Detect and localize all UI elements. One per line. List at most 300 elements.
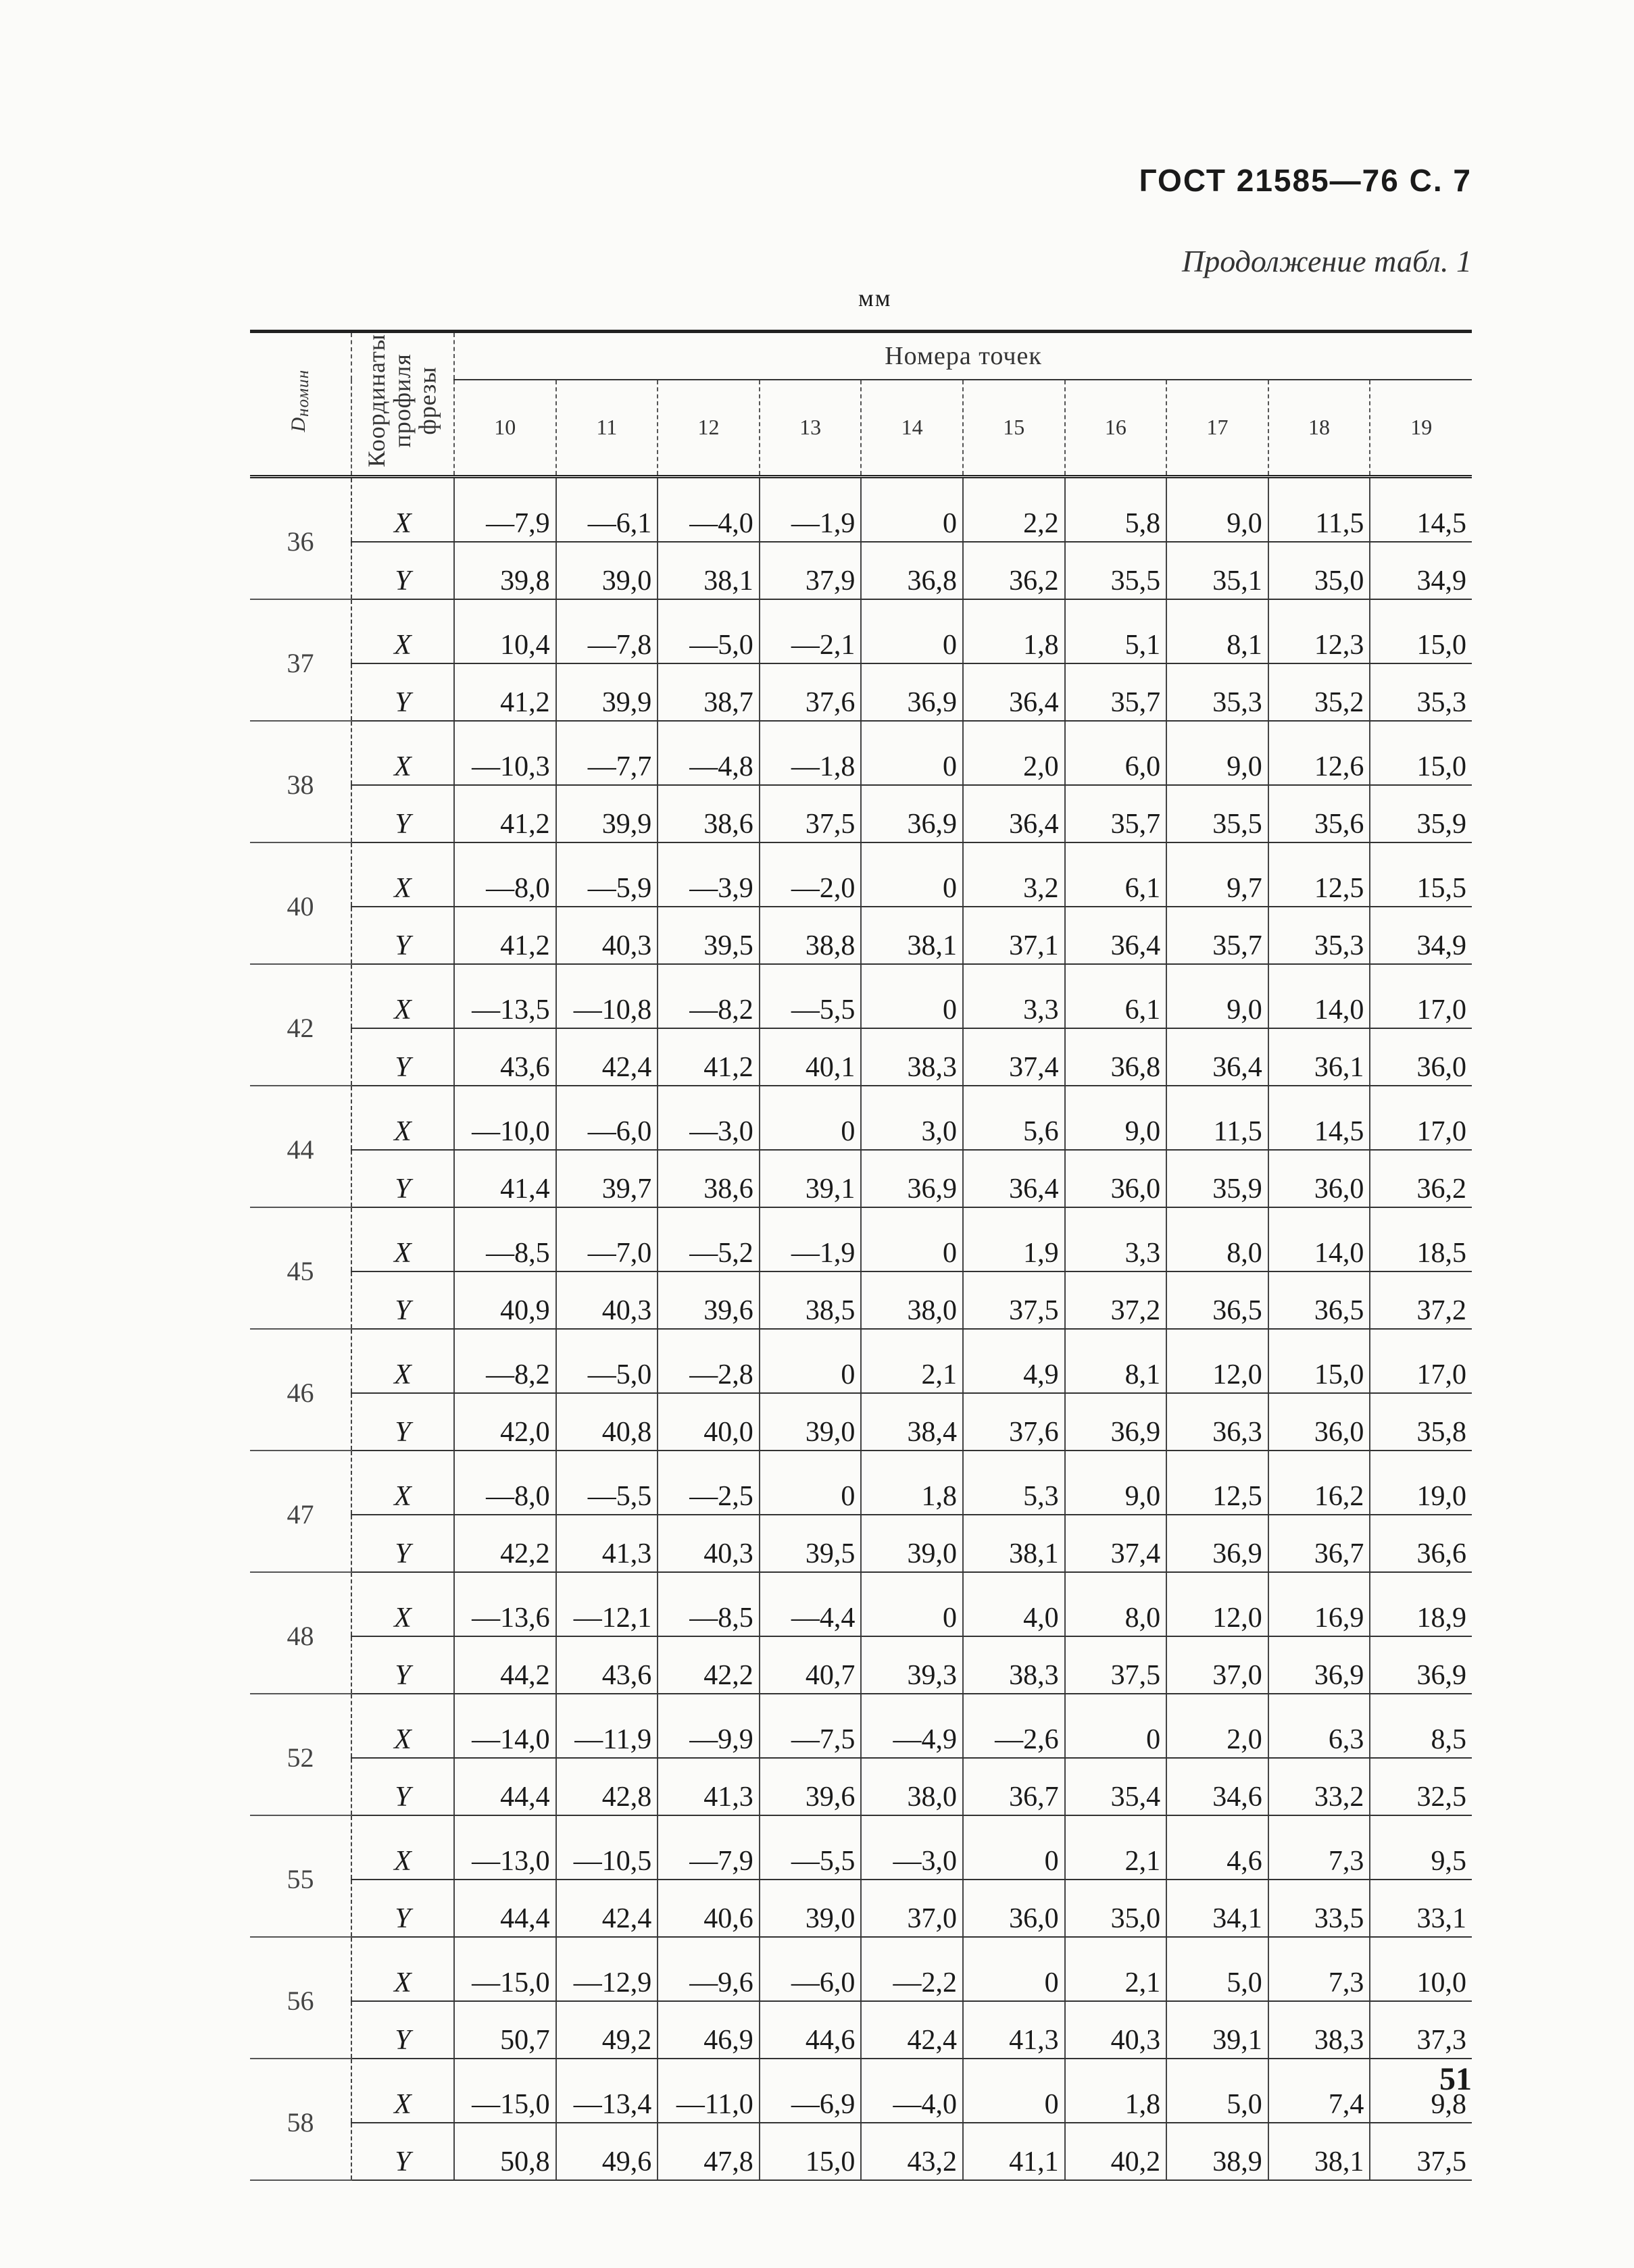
- coordinate-value-cell: 37,0: [1166, 1636, 1268, 1694]
- table-body: [250, 476, 1472, 2180]
- coordinate-value-cell: 14,0: [1268, 964, 1370, 1028]
- diameter-column-header: [250, 332, 351, 477]
- table-row: [250, 721, 1472, 785]
- coordinate-value-cell: 37,2: [1370, 1271, 1472, 1329]
- coordinate-value-cell: —4,0: [861, 2059, 963, 2123]
- coordinate-value-cell: —7,9: [658, 1815, 760, 1880]
- coordinate-value-cell: 9,8: [1370, 2059, 1472, 2123]
- coordinate-value-cell: 36,0: [1065, 1150, 1167, 1207]
- coordinate-value-cell: 34,1: [1166, 1880, 1268, 1937]
- coordinate-value-cell: 37,2: [1065, 1271, 1167, 1329]
- coordinate-value-cell: 9,7: [1166, 842, 1268, 907]
- point-number-header: 11: [556, 380, 658, 476]
- coordinate-value-cell: 15,0: [1268, 1329, 1370, 1393]
- coordinate-value-cell: —8,0: [454, 842, 556, 907]
- coordinate-value-cell: 37,3: [1370, 2001, 1472, 2059]
- coordinate-value-cell: —14,0: [454, 1694, 556, 1758]
- coordinate-value-cell: —8,2: [658, 964, 760, 1028]
- coordinate-value-cell: —7,8: [556, 599, 658, 663]
- coordinate-value-cell: 12,0: [1166, 1572, 1268, 1636]
- coordinate-value-cell: 41,3: [963, 2001, 1065, 2059]
- coordinate-value-cell: 42,4: [556, 1880, 658, 1937]
- table-continuation-caption: Продолжение табл. 1: [1182, 244, 1472, 278]
- coordinate-value-cell: 6,0: [1065, 721, 1167, 785]
- table-row: [250, 1207, 1472, 1271]
- coordinate-value-cell: 0: [963, 1815, 1065, 1880]
- coordinate-value-cell: 10,4: [454, 599, 556, 663]
- table-row: [250, 1086, 1472, 1150]
- coordinate-value-cell: 0: [760, 1329, 862, 1393]
- coordinate-value-cell: —5,2: [658, 1207, 760, 1271]
- coordinate-value-cell: 49,6: [556, 2123, 658, 2180]
- coordinate-value-cell: 40,3: [556, 907, 658, 964]
- coordinate-value-cell: —6,9: [760, 2059, 862, 2123]
- coordinate-value-cell: 17,0: [1370, 1086, 1472, 1150]
- coordinate-column-header: [351, 332, 454, 477]
- coordinate-value-cell: 5,3: [963, 1451, 1065, 1515]
- table-row: [250, 1572, 1472, 1636]
- coordinate-value-cell: 1,8: [861, 1451, 963, 1515]
- coordinate-value-cell: —15,0: [454, 1937, 556, 2001]
- coordinate-value-cell: 0: [963, 1937, 1065, 2001]
- coordinate-value-cell: 44,4: [454, 1880, 556, 1937]
- coordinate-value-cell: 40,3: [658, 1515, 760, 1572]
- coordinate-value-cell: 36,4: [963, 663, 1065, 721]
- coordinate-value-cell: 39,6: [760, 1758, 862, 1815]
- coordinate-value-cell: 38,0: [861, 1271, 963, 1329]
- coordinate-value-cell: 38,4: [861, 1393, 963, 1451]
- coordinate-value-cell: 40,8: [556, 1393, 658, 1451]
- coordinate-value-cell: 36,9: [1065, 1393, 1167, 1451]
- coordinate-value-cell: —2,6: [963, 1694, 1065, 1758]
- coordinate-value-cell: 0: [861, 1207, 963, 1271]
- coordinate-value-cell: 35,3: [1370, 663, 1472, 721]
- coordinate-value-cell: 37,6: [760, 663, 862, 721]
- units-label: мм: [858, 284, 892, 311]
- coordinate-x-label: X: [351, 599, 454, 663]
- coordinate-value-cell: 11,5: [1166, 1086, 1268, 1150]
- coordinate-value-cell: 38,1: [963, 1515, 1065, 1572]
- coordinate-value-cell: —1,9: [760, 1207, 862, 1271]
- coordinate-value-cell: 0: [861, 599, 963, 663]
- table-row: [250, 1150, 1472, 1207]
- coordinate-value-cell: 12,6: [1268, 721, 1370, 785]
- coordinate-column-label: Координаты профиля фрезы: [363, 334, 441, 468]
- coordinate-value-cell: —6,1: [556, 476, 658, 542]
- coordinate-x-label: X: [351, 1572, 454, 1636]
- coordinate-value-cell: 40,9: [454, 1271, 556, 1329]
- coordinate-value-cell: 44,4: [454, 1758, 556, 1815]
- coordinate-value-cell: 6,1: [1065, 842, 1167, 907]
- coordinate-value-cell: 8,0: [1166, 1207, 1268, 1271]
- table-row: [250, 1515, 1472, 1572]
- coordinate-value-cell: —5,0: [658, 599, 760, 663]
- coordinate-value-cell: 35,5: [1065, 542, 1167, 599]
- coordinate-value-cell: 5,0: [1166, 1937, 1268, 2001]
- coordinate-value-cell: 39,0: [760, 1880, 862, 1937]
- table-row: [250, 842, 1472, 907]
- coordinate-value-cell: 39,0: [861, 1515, 963, 1572]
- coordinate-value-cell: 37,4: [1065, 1515, 1167, 1572]
- coordinate-value-cell: 8,1: [1166, 599, 1268, 663]
- coordinate-value-cell: 41,2: [454, 663, 556, 721]
- coordinate-value-cell: 39,3: [861, 1636, 963, 1694]
- coordinate-value-cell: —5,5: [760, 1815, 862, 1880]
- coordinate-value-cell: 36,9: [1268, 1636, 1370, 1694]
- coordinate-value-cell: 12,3: [1268, 599, 1370, 663]
- coordinate-value-cell: —3,0: [658, 1086, 760, 1150]
- nominal-diameter-cell: 55: [250, 1815, 351, 1937]
- coordinate-value-cell: 41,1: [963, 2123, 1065, 2180]
- coordinate-value-cell: 5,1: [1065, 599, 1167, 663]
- coordinate-value-cell: 3,0: [861, 1086, 963, 1150]
- table-row: [250, 1393, 1472, 1451]
- coordinate-value-cell: 3,3: [963, 964, 1065, 1028]
- coordinate-value-cell: —2,2: [861, 1937, 963, 2001]
- coordinate-value-cell: 8,5: [1370, 1694, 1472, 1758]
- coordinate-value-cell: —11,9: [556, 1694, 658, 1758]
- point-number-header: 10: [454, 380, 556, 476]
- coordinate-x-label: X: [351, 721, 454, 785]
- coordinate-value-cell: 47,8: [658, 2123, 760, 2180]
- coordinate-value-cell: 41,2: [454, 907, 556, 964]
- coordinate-value-cell: 35,7: [1065, 663, 1167, 721]
- coordinate-value-cell: 35,5: [1166, 785, 1268, 842]
- coordinate-value-cell: 35,1: [1166, 542, 1268, 599]
- coordinate-value-cell: —7,5: [760, 1694, 862, 1758]
- coordinate-value-cell: —5,5: [760, 964, 862, 1028]
- coordinate-value-cell: 0: [760, 1086, 862, 1150]
- coordinate-value-cell: 36,3: [1166, 1393, 1268, 1451]
- coordinate-value-cell: 38,1: [861, 907, 963, 964]
- coordinate-value-cell: —8,5: [658, 1572, 760, 1636]
- nominal-diameter-cell: 46: [250, 1329, 351, 1451]
- coordinate-value-cell: 39,0: [556, 542, 658, 599]
- nominal-diameter-cell: 36: [250, 476, 351, 599]
- point-number-header: 17: [1166, 380, 1268, 476]
- table-row: [250, 1451, 1472, 1515]
- nominal-diameter-cell: 56: [250, 1937, 351, 2059]
- nominal-diameter-cell: 38: [250, 721, 351, 842]
- coordinate-value-cell: 16,9: [1268, 1572, 1370, 1636]
- coordinate-value-cell: 42,2: [658, 1636, 760, 1694]
- coordinate-y-label: Y: [351, 907, 454, 964]
- coordinate-value-cell: 38,1: [1268, 2123, 1370, 2180]
- coordinate-value-cell: 41,2: [454, 785, 556, 842]
- coordinate-value-cell: 38,3: [861, 1028, 963, 1086]
- coordinate-value-cell: —12,1: [556, 1572, 658, 1636]
- coordinate-value-cell: 36,4: [1166, 1028, 1268, 1086]
- coordinate-value-cell: —5,5: [556, 1451, 658, 1515]
- coordinate-x-label: X: [351, 842, 454, 907]
- table-row: [250, 2059, 1472, 2123]
- nominal-diameter-cell: 58: [250, 2059, 351, 2180]
- coordinate-value-cell: 36,5: [1166, 1271, 1268, 1329]
- coordinate-value-cell: 35,0: [1268, 542, 1370, 599]
- table-row: [250, 964, 1472, 1028]
- coordinate-value-cell: 2,2: [963, 476, 1065, 542]
- coordinate-value-cell: —13,4: [556, 2059, 658, 2123]
- coordinate-value-cell: 36,7: [963, 1758, 1065, 1815]
- coordinate-value-cell: 37,4: [963, 1028, 1065, 1086]
- coordinate-value-cell: 38,6: [658, 1150, 760, 1207]
- coordinate-value-cell: 37,0: [861, 1880, 963, 1937]
- coordinate-value-cell: 0: [861, 1572, 963, 1636]
- coordinate-value-cell: 0: [861, 721, 963, 785]
- coordinate-value-cell: —9,6: [658, 1937, 760, 2001]
- coordinate-value-cell: —3,0: [861, 1815, 963, 1880]
- coordinate-value-cell: 34,9: [1370, 907, 1472, 964]
- point-number-header: 14: [861, 380, 963, 476]
- coordinate-y-label: Y: [351, 542, 454, 599]
- coordinate-value-cell: 2,1: [1065, 1815, 1167, 1880]
- coordinate-value-cell: 18,9: [1370, 1572, 1472, 1636]
- coordinate-value-cell: 39,5: [658, 907, 760, 964]
- page-number: 51: [1439, 2061, 1472, 2097]
- point-number-header: 19: [1370, 380, 1472, 476]
- coordinate-value-cell: 36,9: [1166, 1515, 1268, 1572]
- coordinate-value-cell: 32,5: [1370, 1758, 1472, 1815]
- coordinate-value-cell: 6,3: [1268, 1694, 1370, 1758]
- table-row: [250, 663, 1472, 721]
- coordinate-value-cell: 9,0: [1166, 476, 1268, 542]
- coordinate-value-cell: —2,0: [760, 842, 862, 907]
- nominal-diameter-cell: 52: [250, 1694, 351, 1815]
- point-numbers-group-header: Номера точек: [454, 332, 1472, 380]
- coordinate-value-cell: 35,0: [1065, 1880, 1167, 1937]
- table-row: [250, 1694, 1472, 1758]
- coordinate-value-cell: —5,0: [556, 1329, 658, 1393]
- coordinate-x-label: X: [351, 964, 454, 1028]
- coordinate-y-label: Y: [351, 2001, 454, 2059]
- coordinate-value-cell: —12,9: [556, 1937, 658, 2001]
- coordinate-x-label: X: [351, 1451, 454, 1515]
- coordinate-value-cell: 40,6: [658, 1880, 760, 1937]
- nominal-diameter-cell: 47: [250, 1451, 351, 1572]
- coordinate-value-cell: 35,4: [1065, 1758, 1167, 1815]
- coordinate-value-cell: 36,4: [963, 785, 1065, 842]
- coordinate-value-cell: 38,5: [760, 1271, 862, 1329]
- coordinate-value-cell: 36,9: [1370, 1636, 1472, 1694]
- coordinate-value-cell: —3,9: [658, 842, 760, 907]
- coordinate-value-cell: 36,0: [1370, 1028, 1472, 1086]
- coordinate-value-cell: 42,4: [556, 1028, 658, 1086]
- coordinate-value-cell: 15,5: [1370, 842, 1472, 907]
- coordinate-value-cell: 40,7: [760, 1636, 862, 1694]
- coordinate-value-cell: 49,2: [556, 2001, 658, 2059]
- coordinate-value-cell: 8,0: [1065, 1572, 1167, 1636]
- nominal-diameter-cell: 44: [250, 1086, 351, 1207]
- coordinate-value-cell: 36,2: [1370, 1150, 1472, 1207]
- coordinate-value-cell: 0: [760, 1451, 862, 1515]
- coordinate-value-cell: —1,9: [760, 476, 862, 542]
- coordinate-x-label: X: [351, 2059, 454, 2123]
- coordinate-value-cell: 34,6: [1166, 1758, 1268, 1815]
- coordinate-value-cell: 35,3: [1268, 907, 1370, 964]
- coordinate-value-cell: 36,1: [1268, 1028, 1370, 1086]
- coordinate-y-label: Y: [351, 1880, 454, 1937]
- coordinate-value-cell: 38,3: [963, 1636, 1065, 1694]
- table-row: [250, 599, 1472, 663]
- coordinate-value-cell: —2,1: [760, 599, 862, 663]
- coordinate-value-cell: 39,6: [658, 1271, 760, 1329]
- coordinate-value-cell: 9,5: [1370, 1815, 1472, 1880]
- coordinate-value-cell: 11,5: [1268, 476, 1370, 542]
- coordinate-value-cell: 35,2: [1268, 663, 1370, 721]
- coordinate-value-cell: —4,9: [861, 1694, 963, 1758]
- coordinate-value-cell: 35,8: [1370, 1393, 1472, 1451]
- coordinate-value-cell: 41,3: [556, 1515, 658, 1572]
- coordinate-y-label: Y: [351, 1150, 454, 1207]
- table-row: [250, 1937, 1472, 2001]
- coordinate-value-cell: —15,0: [454, 2059, 556, 2123]
- coordinate-value-cell: 12,5: [1166, 1451, 1268, 1515]
- coordinate-y-label: Y: [351, 1515, 454, 1572]
- table-row: [250, 1636, 1472, 1694]
- coordinate-value-cell: 42,8: [556, 1758, 658, 1815]
- coordinate-value-cell: 15,0: [1370, 599, 1472, 663]
- coordinate-value-cell: 38,6: [658, 785, 760, 842]
- coordinate-value-cell: —7,7: [556, 721, 658, 785]
- coordinate-value-cell: 18,5: [1370, 1207, 1472, 1271]
- coordinate-value-cell: 0: [861, 476, 963, 542]
- coordinate-value-cell: 39,0: [760, 1393, 862, 1451]
- coordinate-x-label: X: [351, 476, 454, 542]
- nominal-diameter-cell: 37: [250, 599, 351, 721]
- table-header: [250, 332, 1472, 477]
- coordinate-value-cell: 40,3: [1065, 2001, 1167, 2059]
- point-number-header: 13: [760, 380, 862, 476]
- coordinate-value-cell: 14,5: [1268, 1086, 1370, 1150]
- coordinate-value-cell: 39,9: [556, 785, 658, 842]
- coordinate-value-cell: —13,0: [454, 1815, 556, 1880]
- coordinate-value-cell: 39,9: [556, 663, 658, 721]
- nominal-diameter-cell: 42: [250, 964, 351, 1086]
- coordinate-value-cell: 40,1: [760, 1028, 862, 1086]
- coordinate-value-cell: 5,0: [1166, 2059, 1268, 2123]
- coordinate-value-cell: 46,9: [658, 2001, 760, 2059]
- coordinate-value-cell: 38,9: [1166, 2123, 1268, 2180]
- coordinate-value-cell: 2,0: [1166, 1694, 1268, 1758]
- coordinate-value-cell: —10,3: [454, 721, 556, 785]
- coordinate-value-cell: 38,3: [1268, 2001, 1370, 2059]
- coordinate-value-cell: 42,0: [454, 1393, 556, 1451]
- coordinate-value-cell: 35,9: [1370, 785, 1472, 842]
- coordinate-value-cell: 36,7: [1268, 1515, 1370, 1572]
- coordinate-value-cell: —4,0: [658, 476, 760, 542]
- table-row: [250, 542, 1472, 599]
- coordinate-value-cell: 14,0: [1268, 1207, 1370, 1271]
- coordinate-value-cell: —7,9: [454, 476, 556, 542]
- coordinate-value-cell: —5,9: [556, 842, 658, 907]
- coordinate-y-label: Y: [351, 663, 454, 721]
- coordinate-value-cell: 35,7: [1065, 785, 1167, 842]
- coordinate-y-label: Y: [351, 785, 454, 842]
- coordinate-value-cell: 37,5: [963, 1271, 1065, 1329]
- coordinate-value-cell: 37,5: [1065, 1636, 1167, 1694]
- coordinate-value-cell: 36,9: [861, 1150, 963, 1207]
- coordinate-value-cell: 42,4: [861, 2001, 963, 2059]
- coordinate-value-cell: 38,8: [760, 907, 862, 964]
- coordinate-value-cell: 4,9: [963, 1329, 1065, 1393]
- diameter-subscript: номин: [294, 369, 313, 417]
- coordinate-value-cell: —1,8: [760, 721, 862, 785]
- coordinate-value-cell: 9,0: [1065, 1451, 1167, 1515]
- coordinate-value-cell: —8,0: [454, 1451, 556, 1515]
- coordinate-y-label: Y: [351, 1758, 454, 1815]
- coordinate-y-label: Y: [351, 1028, 454, 1086]
- coordinate-value-cell: 36,0: [963, 1880, 1065, 1937]
- coordinate-value-cell: 1,9: [963, 1207, 1065, 1271]
- table-row: [250, 1329, 1472, 1393]
- coordinate-value-cell: 8,1: [1065, 1329, 1167, 1393]
- coordinate-value-cell: 39,7: [556, 1150, 658, 1207]
- coordinate-value-cell: 0: [1065, 1694, 1167, 1758]
- coordinate-value-cell: —6,0: [556, 1086, 658, 1150]
- table-row: [250, 907, 1472, 964]
- coordinate-y-label: Y: [351, 1271, 454, 1329]
- coordinate-value-cell: —7,0: [556, 1207, 658, 1271]
- coordinate-value-cell: 2,1: [1065, 1937, 1167, 2001]
- coordinate-value-cell: 43,2: [861, 2123, 963, 2180]
- coordinate-value-cell: 5,6: [963, 1086, 1065, 1150]
- table-row: [250, 1028, 1472, 1086]
- coordinate-value-cell: 34,9: [1370, 542, 1472, 599]
- coordinate-value-cell: 33,1: [1370, 1880, 1472, 1937]
- point-number-header: 16: [1065, 380, 1167, 476]
- coordinate-value-cell: 40,0: [658, 1393, 760, 1451]
- coordinate-value-cell: 41,2: [658, 1028, 760, 1086]
- coordinate-value-cell: —2,8: [658, 1329, 760, 1393]
- coordinate-value-cell: 36,5: [1268, 1271, 1370, 1329]
- coordinate-value-cell: 39,8: [454, 542, 556, 599]
- table-row: [250, 1880, 1472, 1937]
- coordinate-value-cell: 7,3: [1268, 1815, 1370, 1880]
- coordinate-value-cell: 17,0: [1370, 964, 1472, 1028]
- coordinate-value-cell: —11,0: [658, 2059, 760, 2123]
- coordinate-value-cell: —4,4: [760, 1572, 862, 1636]
- coordinate-value-cell: 35,7: [1166, 907, 1268, 964]
- coordinate-value-cell: 37,6: [963, 1393, 1065, 1451]
- coordinate-value-cell: 37,9: [760, 542, 862, 599]
- coordinate-value-cell: 43,6: [454, 1028, 556, 1086]
- coordinate-value-cell: 37,1: [963, 907, 1065, 964]
- coordinate-value-cell: —8,2: [454, 1329, 556, 1393]
- coordinate-x-label: X: [351, 1937, 454, 2001]
- coordinate-value-cell: 44,2: [454, 1636, 556, 1694]
- coordinate-value-cell: 44,6: [760, 2001, 862, 2059]
- coordinate-y-label: Y: [351, 1393, 454, 1451]
- coordinate-value-cell: —13,5: [454, 964, 556, 1028]
- coordinate-value-cell: 5,8: [1065, 476, 1167, 542]
- nominal-diameter-cell: 40: [250, 842, 351, 964]
- coordinate-value-cell: 39,1: [760, 1150, 862, 1207]
- table-row: [250, 476, 1472, 542]
- point-number-header: 12: [658, 380, 760, 476]
- coordinate-value-cell: 42,2: [454, 1515, 556, 1572]
- coordinate-value-cell: —10,0: [454, 1086, 556, 1150]
- coordinate-value-cell: 2,1: [861, 1329, 963, 1393]
- coordinate-value-cell: 4,6: [1166, 1815, 1268, 1880]
- coordinate-x-label: X: [351, 1329, 454, 1393]
- coordinate-value-cell: 2,0: [963, 721, 1065, 785]
- coordinate-value-cell: 4,0: [963, 1572, 1065, 1636]
- coordinate-y-label: Y: [351, 1636, 454, 1694]
- coordinate-value-cell: 0: [861, 842, 963, 907]
- coordinate-value-cell: 36,4: [1065, 907, 1167, 964]
- coordinate-value-cell: 35,3: [1166, 663, 1268, 721]
- nominal-diameter-cell: 48: [250, 1572, 351, 1694]
